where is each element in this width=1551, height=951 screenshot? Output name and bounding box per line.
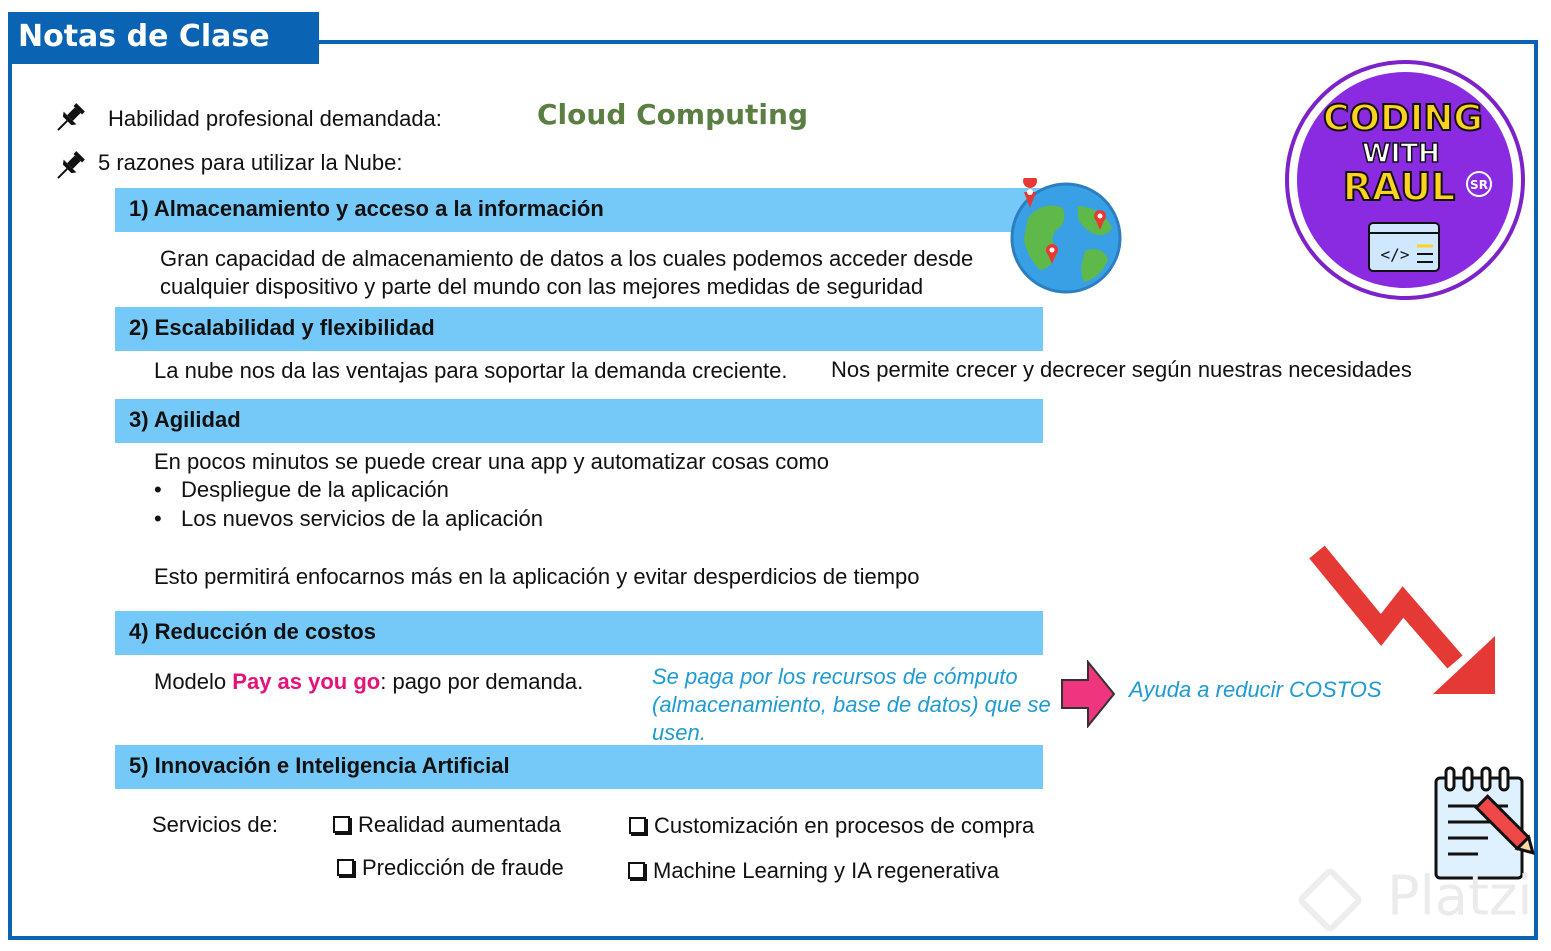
section-1-heading: 1) Almacenamiento y acceso a la información xyxy=(129,196,604,221)
logo-line-1: CODING xyxy=(1323,98,1483,139)
skill-value: Cloud Computing xyxy=(537,98,809,131)
service-item xyxy=(333,811,561,839)
coding-with-raul-logo xyxy=(1283,58,1527,302)
arrow-right-icon xyxy=(1060,660,1116,728)
section-3-intro: En pocos minutos se puede crear una app y automatizar cosas como xyxy=(154,449,830,474)
service-text: Predicción de fraude xyxy=(362,855,564,880)
bullet-item xyxy=(154,505,543,533)
section-5-heading: 5) Innovación e Inteligencia Artificial xyxy=(129,753,510,778)
model-prefix: Modelo xyxy=(154,669,233,694)
trend-down-arrow-icon xyxy=(1305,540,1505,700)
svg-text:</>: </> xyxy=(1380,245,1410,264)
skill-label: Habilidad profesional demandada: xyxy=(108,106,442,131)
section-heading-bar xyxy=(115,611,1043,655)
logo-line-3: RAUL xyxy=(1342,165,1456,209)
watermark-text: Platzi xyxy=(1387,864,1533,928)
section-3-heading: 3) Agilidad xyxy=(129,407,241,432)
service-item xyxy=(337,854,564,882)
section-heading-bar xyxy=(115,399,1043,443)
pricing-model xyxy=(154,668,583,696)
logo-badge: SR xyxy=(1470,178,1488,192)
checkbox-icon xyxy=(628,862,645,879)
section-2-heading: 2) Escalabilidad y flexibilidad xyxy=(129,315,435,340)
bullet-text: Despliegue de la aplicación xyxy=(181,477,449,502)
section-2-text-a: La nube nos da las ventajas para soportar la demanda creciente. xyxy=(154,358,788,383)
checkbox-icon xyxy=(629,817,646,834)
page-title: Notas de Clase xyxy=(18,19,270,54)
reasons-label: 5 razones para utilizar la Nube: xyxy=(98,150,403,175)
bullet-text: Los nuevos servicios de la aplicación xyxy=(181,506,543,531)
model-suffix: : pago por demanda. xyxy=(380,669,584,694)
pushpin-icon xyxy=(52,100,88,136)
section-3-closing: Esto permitirá enfocarnos más en la aplicación y evitar desperdicios de tiempo xyxy=(154,564,920,589)
checkbox-icon xyxy=(333,816,350,833)
pricing-note xyxy=(652,663,1051,747)
pay-as-you-go: Pay as you go xyxy=(232,669,381,694)
platzi-logo-icon xyxy=(1296,866,1364,934)
checkbox-icon xyxy=(337,859,354,876)
service-item xyxy=(628,857,999,885)
cost-reduction-result: Ayuda a reducir COSTOS xyxy=(1129,677,1382,702)
text-line: cualquier dispositivo y parte del mundo con las mejores medidas de seguridad xyxy=(160,274,924,299)
note-line: (almacenamiento, base de datos) que se xyxy=(652,692,1051,717)
section-2-text-b: Nos permite crecer y decrecer según nuestras necesidades xyxy=(831,357,1412,382)
bullet-glyph: • xyxy=(154,477,162,502)
service-text: Machine Learning y IA regenerativa xyxy=(653,858,1000,883)
logo-line-2: WITH xyxy=(1362,139,1440,169)
bullet-item xyxy=(154,476,449,504)
note-line: usen. xyxy=(652,720,706,745)
bullet-glyph: • xyxy=(154,506,162,531)
text-line: Gran capacidad de almacenamiento de datos a los cuales podemos acceder desde xyxy=(160,246,974,271)
platzi-watermark xyxy=(1290,860,1532,940)
section-heading-bar xyxy=(115,745,1043,789)
section-1-body xyxy=(160,245,973,301)
pushpin-icon xyxy=(52,148,88,184)
section-heading-bar xyxy=(115,188,1043,232)
section-4-heading: 4) Reducción de costos xyxy=(129,619,376,644)
services-label: Servicios de: xyxy=(152,812,278,837)
note-line: Se paga por los recursos de cómputo xyxy=(652,664,1018,689)
service-text: Realidad aumentada xyxy=(358,812,562,837)
service-text: Customización en procesos de compra xyxy=(654,813,1035,838)
title-tab xyxy=(8,12,319,64)
service-item xyxy=(629,812,1034,840)
section-heading-bar xyxy=(115,307,1043,351)
globe-icon xyxy=(1008,178,1124,296)
